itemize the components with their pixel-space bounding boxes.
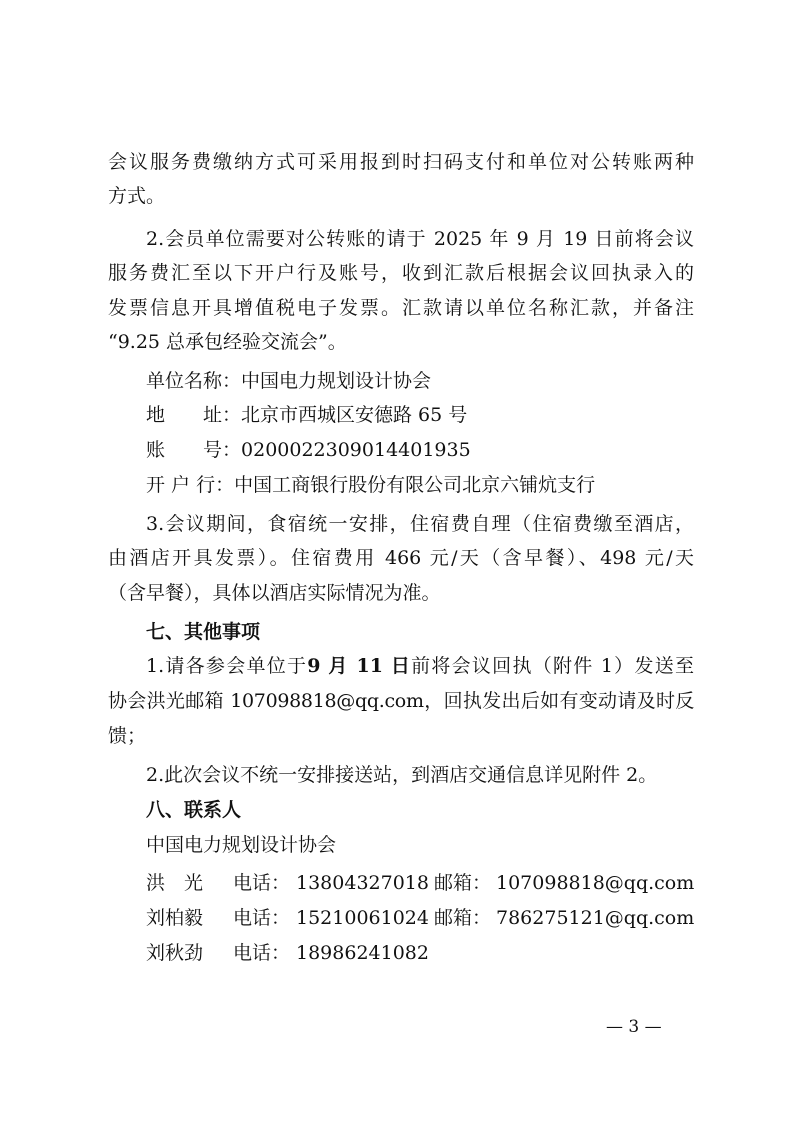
bank-address-value: 北京市西城区安德路 65 号 [241, 404, 468, 426]
paragraph-line: 方式。 [108, 185, 166, 207]
paragraph-line: 2.此次会议不统一安排接送站，到酒店交通信息详见附件 2。 [146, 764, 658, 786]
paragraph-line: 发票信息开具增值税电子发票。汇款请以单位名称汇款，并备注 [108, 297, 694, 319]
page-number: — 3 — [606, 1017, 662, 1037]
contact-organization: 中国电力规划设计协会 [146, 834, 337, 856]
contact-name: 刘柏毅 [146, 907, 204, 929]
deadline-suffix: 前将会议回执（附件 1）发送至 [411, 655, 694, 677]
deadline-prefix: 1.请各参会单位于 [146, 655, 308, 677]
contact-phone-label: 电话： [233, 907, 291, 929]
contact-name: 洪 光 [146, 872, 204, 894]
section-heading-8: 八、联系人 [146, 799, 242, 821]
paragraph-line: 服务费汇至以下开户行及账号，收到汇款后根据会议回执录入的 [108, 262, 694, 284]
contact-phone-label: 电话： [233, 872, 291, 894]
bank-name-line: 开 户 行：中国工商银行股份有限公司北京六铺炕支行 [146, 474, 596, 496]
paragraph-line: 由酒店开具发票）。住宿费用 466 元/天（含早餐）、498 元/天 [108, 547, 694, 569]
bank-address-label: 地 址： [146, 404, 242, 426]
paragraph-line: 3.会议期间，食宿统一安排，住宿费自理（住宿费缴至酒店， [146, 513, 694, 535]
deadline-date: 9 月 11 日 [307, 655, 412, 677]
paragraph-line: 馈； [108, 725, 147, 747]
paragraph-line: （含早餐），具体以酒店实际情况为准。 [108, 582, 441, 604]
bank-address-line [146, 403, 467, 427]
contact-phone-label: 电话： [233, 942, 291, 964]
bank-account-label: 账 号： [146, 439, 242, 461]
paragraph-line: 协会洪光邮箱 107098818@qq.com，回执发出后如有变动请及时反 [108, 690, 694, 712]
contact-phone: 13804327018 [296, 872, 429, 894]
paragraph-line: 会议服务费缴纳方式可采用报到时扫码支付和单位对公转账两种 [108, 151, 694, 173]
bank-account-line [146, 438, 471, 462]
contact-email: 786275121@qq.com [496, 907, 695, 929]
paragraph-line: “9.25 总承包经验交流会”。 [108, 331, 347, 353]
contact-phone: 15210061024 [296, 907, 429, 929]
contact-name: 刘秋劲 [146, 942, 204, 964]
contact-phone: 18986241082 [296, 942, 429, 964]
section-heading-7: 七、其他事项 [146, 621, 261, 643]
bank-unit-name: 单位名称：中国电力规划设计协会 [146, 370, 432, 392]
paragraph-line [146, 654, 694, 678]
bank-account-value: 0200022309014401935 [241, 439, 471, 461]
contact-email-label: 邮箱： [434, 872, 492, 894]
contact-email-label: 邮箱： [434, 907, 492, 929]
contact-email: 107098818@qq.com [496, 872, 695, 894]
paragraph-line: 2.会员单位需要对公转账的请于 2025 年 9 月 19 日前将会议 [146, 228, 694, 250]
